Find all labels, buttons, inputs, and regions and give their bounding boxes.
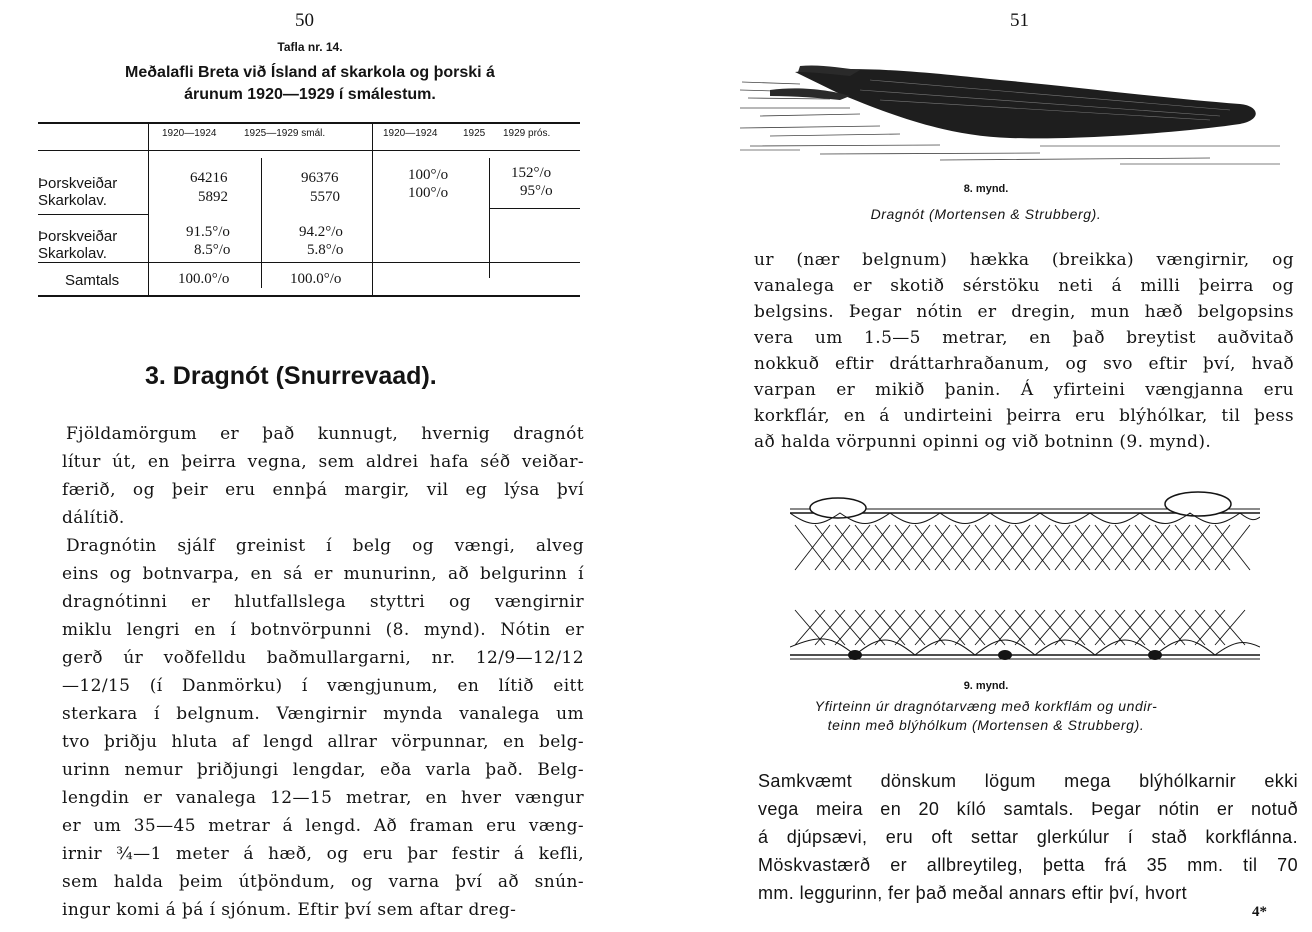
text-line: mm. leggurinn, fer það meðal annars eftir því, hvort [758,883,1187,903]
figure-9-caption-line: teinn með blýhólkum (Mortensen & Strubberg). [827,717,1145,733]
text-line: lítur út, en þeirra vegna, sem aldrei hafa séð veiðar- [62,452,584,472]
table-title-line: árunum 1920—1929 í smálestum. [184,86,436,103]
right-page [660,0,1312,932]
figure-9-caption-line: Yfirteinn úr dragnótarvæng með korkflám og undir- [814,698,1158,714]
text-line: ingur komi á þá í sjónum. Eftir því sem aftar dreg- [62,900,517,920]
col-header: 1920—1924 [383,128,438,139]
table-cell: 152°/o [511,165,552,181]
text-line: er um 35—45 metrar á lengd. Að framan eru væng- [62,816,584,836]
text-line: dálítið. [62,508,125,528]
dragnet-illustration [740,50,1280,165]
table-label: Tafla nr. 14. [277,40,343,54]
signature-mark: 4* [1252,904,1267,920]
table-title-line: Meðalafli Breta við Ísland af skarkola og þorski á [125,64,495,81]
text-line: miklu lengri en í botnvörpunni (8. mynd). Nótin er [62,620,584,640]
row-label: Skarkolav. [38,192,107,209]
table-cell: 5.8°/o [307,242,344,258]
table-rule [38,214,148,215]
table-rule [38,295,580,297]
table-rule [148,122,149,297]
table-rule [38,262,580,263]
table-cell: 5570 [310,189,340,205]
table-rule [372,122,373,297]
text-line: að halda vörpunni opinni og við botninn (9. mynd). [754,432,1212,452]
col-header: 1929 prós. [503,128,551,139]
table-rule [261,158,262,288]
text-line: gerð úr voðfelldu baðmullargarni, nr. 12/9—12/12 [62,648,584,668]
table-cell: 100.0°/o [290,271,342,287]
body-text-left [62,420,584,924]
body-text-right-bottom [758,767,1298,907]
row-label: Skarkolav. [38,245,107,262]
text-line: —12/15 (í Danmörku) í vængjunum, en lítið eitt [62,676,584,696]
text-line: á djúpsævi, eru oft settar glerkúlur í stað korkflánna. [758,827,1298,847]
table-cell: 100.0°/o [178,271,230,287]
text-line: sterkara í belgnum. Vængirnir mynda vanalega um [62,704,584,724]
left-page [0,0,650,932]
table-rule [489,158,490,278]
figure-9-caption [660,697,1312,735]
text-line: vera um 1.5—5 metrar, en það breytist auðvitað [754,328,1294,348]
table-cell: 95°/o [520,183,553,199]
row-label: Þorskveiðar [38,175,118,192]
net-illustration [790,485,1260,665]
table-cell: 96376 [301,170,339,186]
text-line: Möskvastærð er allbreytileg, þetta frá 35 mm. til 70 [758,855,1298,875]
text-line: eins og botnvarpa, en sá er munurinn, að belgurinn í [62,564,584,584]
text-line: Fjöldamörgum er það kunnugt, hvernig dragnót [66,424,584,444]
text-line: tvo þriðju hluta af lengd allrar vörpunnar, en belg- [62,732,584,752]
figure-9-label: 9. mynd. [963,680,1009,692]
table-title [40,62,580,106]
total-label: Samtals [65,272,120,289]
col-header: 1925 [463,128,486,139]
text-line: ur (nær belgnum) hækka (breikka) vængirnir, og [754,250,1294,270]
table-rule [38,150,580,151]
text-line: nokkuð eftir dráttarhraðanum, og svo eftir því, hvað [754,354,1294,374]
text-line: vanalega er skotið sérstöku neti á milli þeirra og [754,276,1294,296]
text-line: færið, og þeir eru ennþá margir, vil eg lýsa því [62,480,584,500]
col-header: 1925—1929 smál. [244,128,326,139]
table-cell: 64216 [190,170,228,186]
text-line: sem halda þeim útþöndum, og varna því að snún- [62,872,584,892]
table-rule [490,208,580,209]
table-cell: 5892 [198,189,228,205]
table-cell: 8.5°/o [194,242,231,258]
text-line: Samkvæmt dönskum lögum mega blýhólkarnir ekki [758,771,1298,791]
text-line: lengdin er vanalega 12—15 metrar, en hver vængur [62,788,584,808]
figure-8-caption: Dragnót (Mortensen & Strubberg). [870,206,1102,222]
text-line: varpan er mikið þanin. Á yfirteini vængjanna eru [754,380,1294,400]
text-line: belgsins. Þegar nótin er dregin, mun hæð belgopsins [754,302,1294,322]
table-cell: 100°/o [408,167,449,183]
figure-8-label: 8. mynd. [963,183,1009,195]
text-line: Dragnótin sjálf greinist í belg og vængi, alveg [66,536,584,556]
body-text-right-top [754,247,1294,455]
table-rule [38,122,580,124]
page-number-right: 51 [1010,10,1029,31]
text-line: urinn nemur þriðjungi lengdar, eða varla það. Belg- [62,760,584,780]
table-cell: 100°/o [408,185,449,201]
page-number-left: 50 [295,10,314,31]
text-line: korkflár, en á undirteini þeirra eru blýhólkar, til þess [754,406,1294,426]
col-header: 1920—1924 [162,128,217,139]
text-line: irnir ¾—1 meter á hæð, og eru þar festir á kefli, [62,844,584,864]
row-label: Þorskveiðar [38,228,118,245]
text-line: dragnótinni er hlutfallslega styttri og vængirnir [62,592,584,612]
table-cell: 91.5°/o [186,224,230,240]
section-heading: 3. Dragnót (Snurrevaad). [145,362,437,390]
table-cell: 94.2°/o [299,224,343,240]
text-line: vega meira en 20 kíló samtals. Þegar nótin er notuð [758,799,1298,819]
